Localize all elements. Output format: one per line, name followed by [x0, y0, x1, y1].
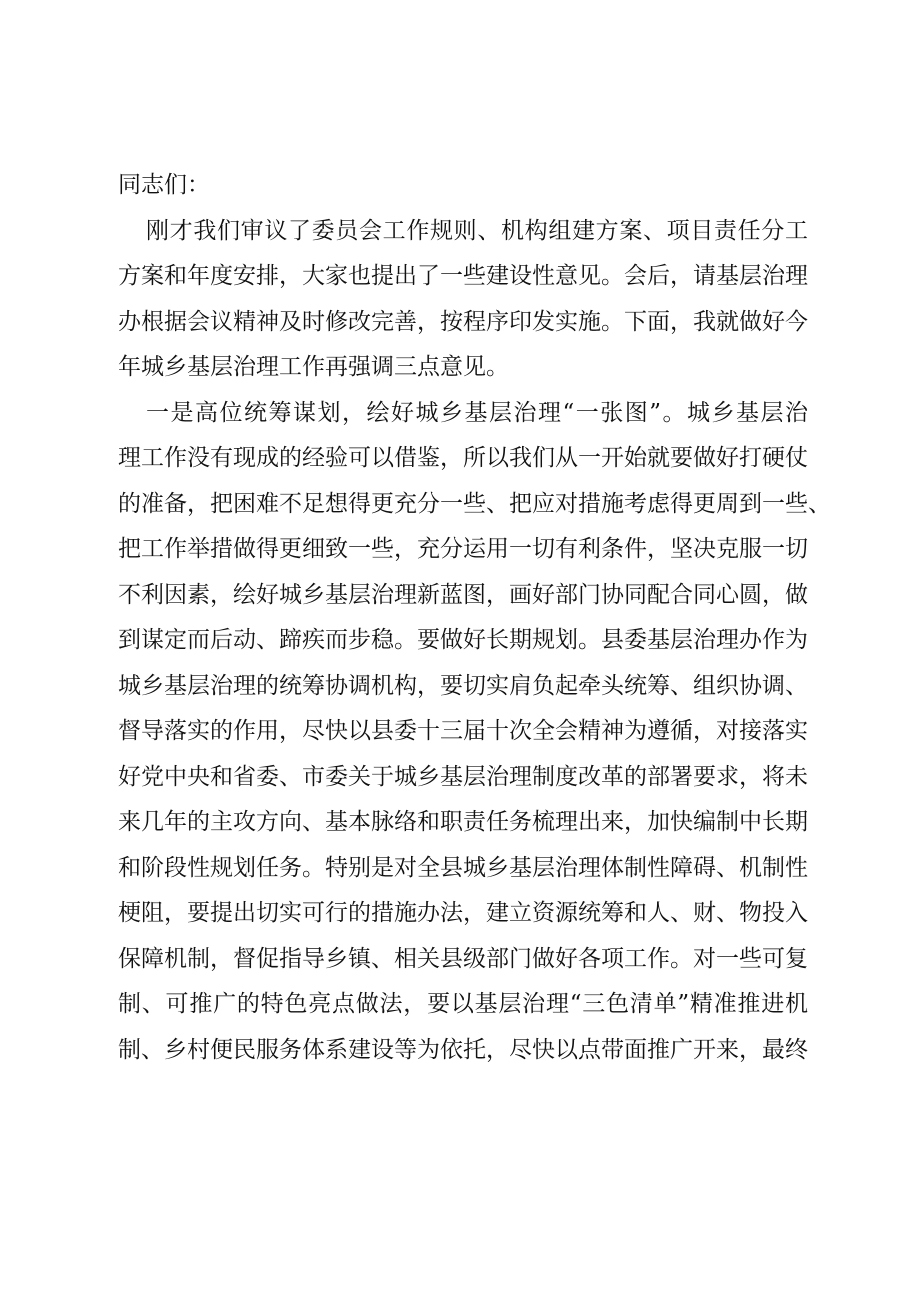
salutation: 同志们： [118, 172, 210, 198]
paragraph-line: 刚才我们审议了委员会工作规则、机构组建方案、项目责任分工 [146, 217, 808, 244]
paragraph-2 [118, 391, 831, 1074]
paragraph-line: 理工作没有现成的经验可以借鉴，所以我们从一开始就要做好打硬仗 [118, 445, 808, 471]
paragraph-line: 一是高位统筹谋划，绘好城乡基层治理“一张图”。城乡基层治 [146, 399, 808, 426]
paragraph-1 [118, 209, 808, 391]
paragraph-line: 保障机制，督促指导乡镇、相关县级部门做好各项工作。对一些可复 [118, 945, 808, 972]
paragraph-line: 来几年的主攻方向、基本脉络和职责任务梳理出来，加快编制中长期 [118, 809, 808, 835]
paragraph-line: 把工作举措做得更细致一些，充分运用一切有利条件，坚决克服一切 [118, 536, 808, 562]
document-body [118, 163, 831, 1073]
paragraph-line: 方案和年度安排，大家也提出了一些建设性意见。会后，请基层治理 [118, 263, 808, 289]
paragraph-line: 和阶段性规划任务。特别是对全县城乡基层治理体制性障碍、机制性 [118, 854, 808, 881]
paragraph-line: 办根据会议精神及时修改完善，按程序印发实施。下面，我就做好今 [118, 308, 808, 335]
paragraph-line: 的准备，把困难不足想得更充分一些、把应对措施考虑得更周到一些、 [118, 490, 831, 517]
paragraph-line: 制、乡村便民服务体系建设等为依托，尽快以点带面推广开来，最终 [118, 1036, 808, 1063]
paragraph-line: 到谋定而后动、蹄疾而步稳。要做好长期规划。县委基层治理办作为 [118, 627, 808, 653]
paragraph-line: 制、可推广的特色亮点做法，要以基层治理“三色清单”精准推进机 [118, 991, 808, 1017]
paragraph-line: 不利因素，绘好城乡基层治理新蓝图，画好部门协同配合同心圆，做 [118, 581, 808, 608]
paragraph-line: 督导落实的作用，尽快以县委十三届十次全会精神为遵循，对接落实 [118, 718, 808, 744]
paragraph-line: 好党中央和省委、市委关于城乡基层治理制度改革的部署要求，将未 [118, 763, 808, 790]
paragraph-line: 年城乡基层治理工作再强调三点意见。 [118, 354, 509, 380]
paragraph-line: 梗阻，要提出切实可行的措施办法，建立资源统筹和人、财、物投入 [118, 900, 808, 926]
paragraph-line: 城乡基层治理的统筹协调机构，要切实肩负起牵头统筹、组织协调、 [118, 672, 808, 699]
